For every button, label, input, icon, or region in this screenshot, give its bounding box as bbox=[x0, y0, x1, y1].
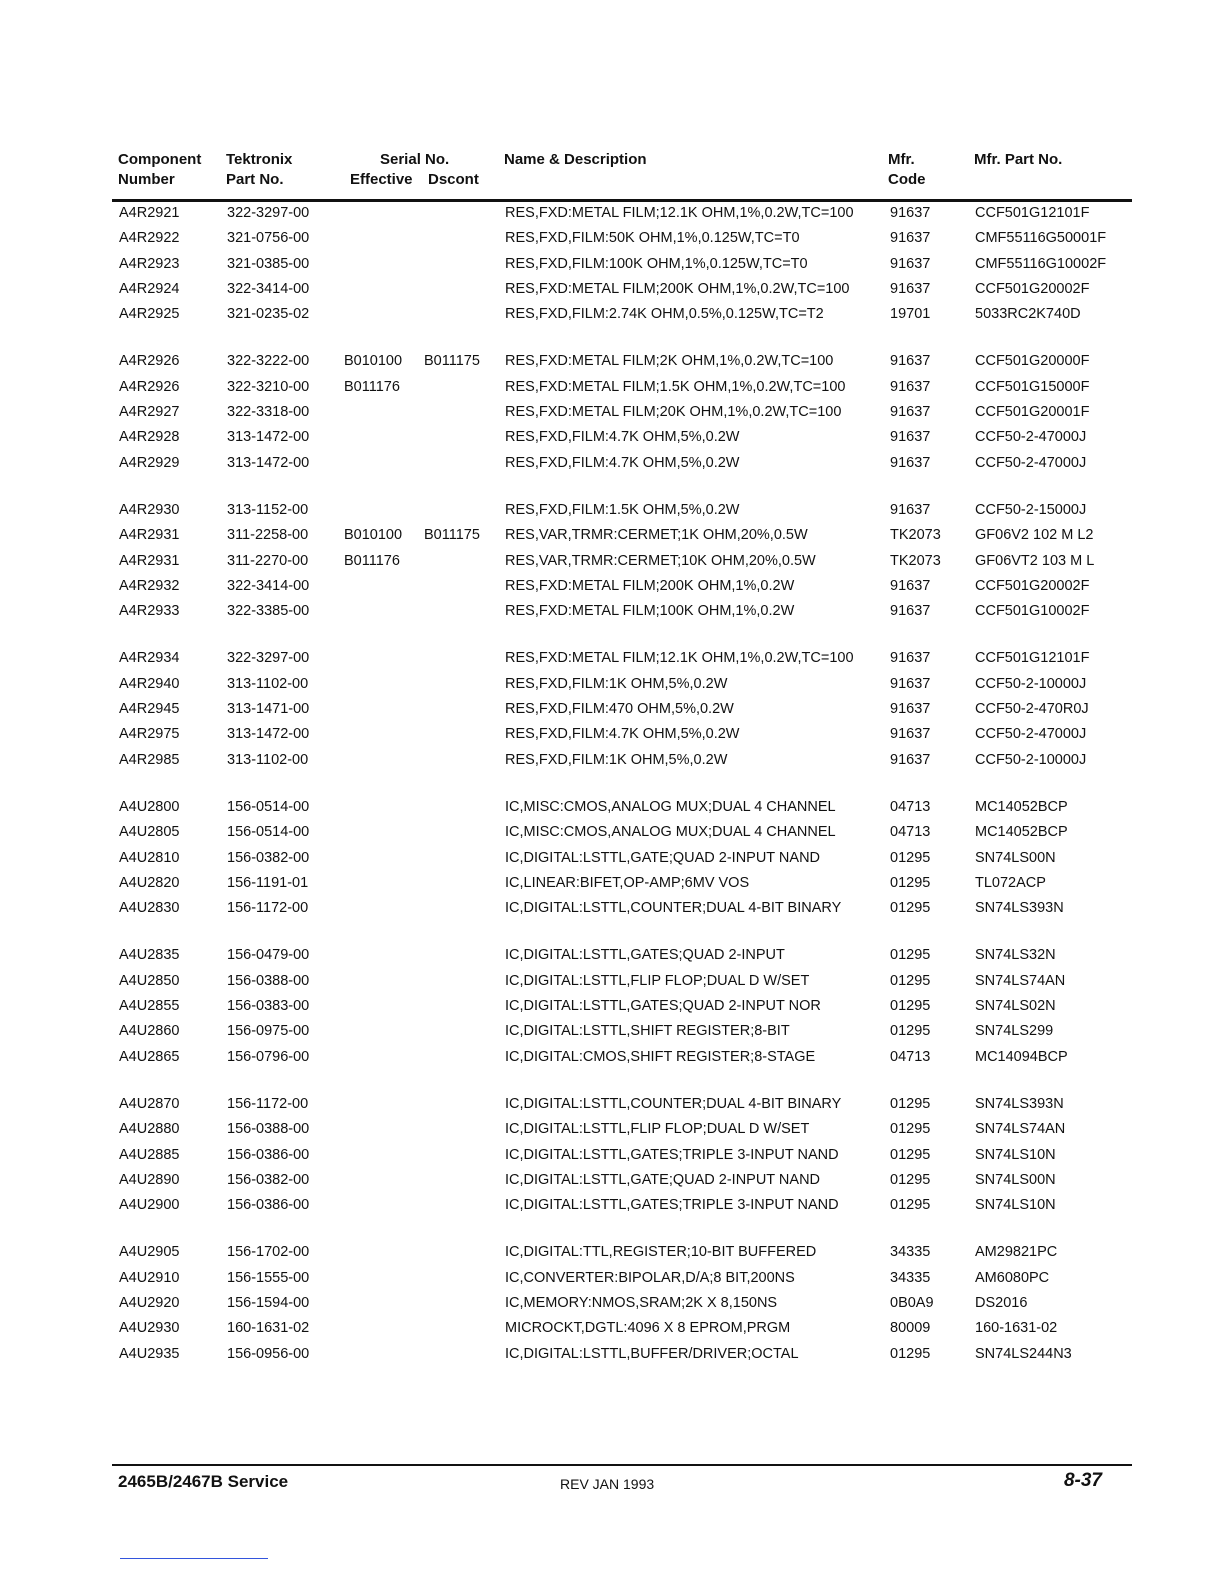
tektronix-part-no: 322-3297-00 bbox=[227, 650, 310, 667]
tektronix-part-no: 322-3414-00 bbox=[227, 577, 310, 594]
table-row bbox=[0, 401, 1224, 426]
mfr-part-no: MC14052BCP bbox=[975, 824, 1068, 841]
name-description: RES,FXD,FILM:4.7K OHM,5%,0.2W bbox=[505, 429, 740, 446]
mfr-part-no: CCF50-2-10000J bbox=[975, 675, 1087, 692]
tektronix-part-no: 313-1152-00 bbox=[227, 501, 309, 518]
table-row bbox=[0, 202, 1224, 227]
name-description: IC,DIGITAL:LSTTL,GATE;QUAD 2-INPUT NAND bbox=[505, 849, 821, 866]
name-description: RES,FXD:METAL FILM;12.1K OHM,1%,0.2W,TC=100 bbox=[505, 650, 854, 667]
mfr-part-no: CCF501G15000F bbox=[975, 378, 1090, 395]
table-row bbox=[0, 944, 1224, 969]
row-group bbox=[0, 796, 1224, 922]
table-row bbox=[0, 550, 1224, 575]
mfr-part-no: SN74LS74AN bbox=[975, 972, 1066, 989]
name-description: RES,FXD:METAL FILM;20K OHM,1%,0.2W,TC=100 bbox=[505, 404, 842, 421]
name-description: IC,CONVERTER:BIPOLAR,D/A;8 BIT,200NS bbox=[505, 1269, 795, 1286]
mfr-code: 01295 bbox=[890, 874, 931, 891]
header-serial-no: Serial No. bbox=[380, 151, 450, 168]
name-description: MICROCKT,DGTL:4096 X 8 EPROM,PRGM bbox=[505, 1320, 791, 1337]
table-row bbox=[0, 1343, 1224, 1368]
mfr-code: 01295 bbox=[890, 947, 931, 964]
mfr-code: TK2073 bbox=[890, 527, 941, 544]
name-description: RES,FXD,FILM:2.74K OHM,0.5%,0.125W,TC=T2 bbox=[505, 306, 824, 323]
page-number: 8-37 bbox=[1063, 1470, 1102, 1491]
mfr-part-no: SN74LS393N bbox=[975, 900, 1064, 917]
mfr-part-no: SN74LS32N bbox=[975, 947, 1056, 964]
mfr-code: 80009 bbox=[890, 1320, 931, 1337]
row-group bbox=[0, 202, 1224, 328]
table-row bbox=[0, 995, 1224, 1020]
name-description: RES,VAR,TRMR:CERMET;1K OHM,20%,0.5W bbox=[505, 527, 808, 544]
mfr-code: 19701 bbox=[890, 306, 931, 323]
component-number: A4U2865 bbox=[119, 1048, 180, 1065]
name-description: RES,FXD,FILM:50K OHM,1%,0.125W,TC=T0 bbox=[505, 230, 800, 247]
tektronix-part-no: 156-0388-00 bbox=[227, 972, 310, 989]
serial-effective: B011176 bbox=[344, 378, 400, 395]
component-number: A4U2835 bbox=[119, 947, 180, 964]
mfr-part-no: SN74LS299 bbox=[975, 1023, 1054, 1040]
table-row bbox=[0, 698, 1224, 723]
component-number: A4U2850 bbox=[119, 972, 180, 989]
mfr-code: 91637 bbox=[890, 353, 931, 370]
table-row bbox=[0, 1020, 1224, 1045]
table-row bbox=[0, 1292, 1224, 1317]
tektronix-part-no: 160-1631-02 bbox=[227, 1320, 310, 1337]
component-number: A4R2926 bbox=[119, 378, 180, 395]
mfr-part-no: TL072ACP bbox=[975, 874, 1046, 891]
name-description: IC,DIGITAL:LSTTL,SHIFT REGISTER;8-BIT bbox=[505, 1023, 790, 1040]
name-description: RES,FXD,FILM:1K OHM,5%,0.2W bbox=[505, 675, 728, 692]
table-row bbox=[0, 1241, 1224, 1266]
mfr-part-no: SN74LS10N bbox=[975, 1146, 1056, 1163]
component-number: A4U2820 bbox=[119, 874, 180, 891]
tektronix-part-no: 311-2270-00 bbox=[227, 552, 309, 569]
mfr-code: 91637 bbox=[890, 205, 931, 221]
mfr-part-no: CCF501G20000F bbox=[975, 353, 1090, 370]
mfr-part-no: DS2016 bbox=[975, 1294, 1028, 1311]
table-row bbox=[0, 1169, 1224, 1194]
table-row bbox=[0, 524, 1224, 549]
tektronix-part-no: 311-2258-00 bbox=[227, 527, 309, 544]
parts-table bbox=[0, 202, 1224, 1390]
mfr-code: 91637 bbox=[890, 501, 931, 518]
component-number: A4U2920 bbox=[119, 1294, 180, 1311]
mfr-code: 91637 bbox=[890, 675, 931, 692]
mfr-code: 91637 bbox=[890, 650, 931, 667]
name-description: IC,MISC:CMOS,ANALOG MUX;DUAL 4 CHANNEL bbox=[505, 824, 836, 841]
serial-dscont: B011175 bbox=[424, 527, 480, 544]
mfr-code: 91637 bbox=[890, 726, 931, 743]
footer-rule bbox=[112, 1464, 1132, 1466]
component-number: A4R2928 bbox=[119, 429, 180, 446]
mfr-code: 91637 bbox=[890, 751, 931, 768]
mfr-code: 01295 bbox=[890, 1023, 931, 1040]
tektronix-part-no: 313-1102-00 bbox=[227, 751, 309, 768]
table-row bbox=[0, 426, 1224, 451]
table-row bbox=[0, 723, 1224, 748]
table-row bbox=[0, 897, 1224, 922]
name-description: IC,DIGITAL:LSTTL,GATES;TRIPLE 3-INPUT NAND bbox=[505, 1197, 839, 1214]
table-row bbox=[0, 253, 1224, 278]
table-row bbox=[0, 1267, 1224, 1292]
name-description: IC,DIGITAL:CMOS,SHIFT REGISTER;8-STAGE bbox=[505, 1048, 816, 1065]
mfr-code: 91637 bbox=[890, 429, 931, 446]
mfr-code: 91637 bbox=[890, 454, 931, 471]
mfr-code: 01295 bbox=[890, 1197, 931, 1214]
mfr-code: 01295 bbox=[890, 1171, 931, 1188]
mfr-code: 01295 bbox=[890, 1345, 931, 1362]
mfr-part-no: CCF50-2-15000J bbox=[975, 501, 1087, 518]
mfr-part-no: 5033RC2K740D bbox=[975, 306, 1081, 323]
table-row bbox=[0, 1118, 1224, 1143]
component-number: A4R2930 bbox=[119, 501, 180, 518]
header-tektronix-part: Tektronix Part No. bbox=[226, 151, 293, 188]
mfr-part-no: SN74LS74AN bbox=[975, 1121, 1066, 1138]
table-row bbox=[0, 1194, 1224, 1219]
mfr-code: 01295 bbox=[890, 1146, 931, 1163]
table-row bbox=[0, 970, 1224, 995]
tektronix-part-no: 321-0385-00 bbox=[227, 255, 310, 272]
mfr-code: 04713 bbox=[890, 798, 931, 815]
mfr-code: 04713 bbox=[890, 1048, 931, 1065]
tektronix-part-no: 321-0235-02 bbox=[227, 306, 310, 323]
component-number: A4U2870 bbox=[119, 1095, 180, 1112]
tektronix-part-no: 322-3318-00 bbox=[227, 404, 310, 421]
tektronix-part-no: 322-3222-00 bbox=[227, 353, 310, 370]
component-number: A4U2890 bbox=[119, 1171, 180, 1188]
mfr-code: 04713 bbox=[890, 824, 931, 841]
mfr-part-no: CCF501G20002F bbox=[975, 577, 1090, 594]
mfr-part-no: AM6080PC bbox=[975, 1269, 1050, 1286]
table-row bbox=[0, 872, 1224, 897]
header-serial-dscont: Dscont bbox=[428, 171, 479, 188]
row-group bbox=[0, 647, 1224, 773]
component-number: A4U2880 bbox=[119, 1121, 180, 1138]
name-description: IC,DIGITAL:LSTTL,COUNTER;DUAL 4-BIT BINARY bbox=[505, 1095, 842, 1112]
mfr-code: 91637 bbox=[890, 404, 931, 421]
mfr-code: 01295 bbox=[890, 900, 931, 917]
row-group bbox=[0, 1093, 1224, 1219]
component-number: A4R2927 bbox=[119, 404, 180, 421]
component-number: A4R2922 bbox=[119, 230, 180, 247]
component-number: A4U2935 bbox=[119, 1345, 180, 1362]
name-description: IC,DIGITAL:LSTTL,FLIP FLOP;DUAL D W/SET bbox=[505, 1121, 810, 1138]
tektronix-part-no: 156-0383-00 bbox=[227, 998, 310, 1015]
mfr-code: 91637 bbox=[890, 378, 931, 395]
mfr-code: 0B0A9 bbox=[890, 1294, 934, 1311]
component-number: A4R2934 bbox=[119, 650, 180, 667]
row-group bbox=[0, 944, 1224, 1070]
mfr-part-no: CCF50-2-10000J bbox=[975, 751, 1087, 768]
name-description: IC,MEMORY:NMOS,SRAM;2K X 8,150NS bbox=[505, 1294, 778, 1311]
mfr-part-no: 160-1631-02 bbox=[975, 1320, 1058, 1337]
mfr-code: 01295 bbox=[890, 1121, 931, 1138]
mfr-code: TK2073 bbox=[890, 552, 941, 569]
header-mfr-part-no: Mfr. Part No. bbox=[974, 151, 1063, 168]
name-description: IC,DIGITAL:LSTTL,GATES;QUAD 2-INPUT bbox=[505, 947, 785, 964]
tektronix-part-no: 156-0382-00 bbox=[227, 1171, 310, 1188]
component-number: A4R2933 bbox=[119, 603, 180, 620]
mfr-code: 91637 bbox=[890, 280, 931, 297]
name-description: RES,FXD:METAL FILM;2K OHM,1%,0.2W,TC=100 bbox=[505, 353, 834, 370]
component-number: A4U2910 bbox=[119, 1269, 180, 1286]
tektronix-part-no: 156-1191-01 bbox=[227, 874, 309, 891]
name-description: IC,DIGITAL:LSTTL,BUFFER/DRIVER;OCTAL bbox=[505, 1345, 799, 1362]
tektronix-part-no: 322-3297-00 bbox=[227, 205, 310, 221]
table-row bbox=[0, 1093, 1224, 1118]
mfr-part-no: CCF501G12101F bbox=[975, 650, 1090, 667]
name-description: IC,DIGITAL:LSTTL,COUNTER;DUAL 4-BIT BINARY bbox=[505, 900, 842, 917]
footer-manual-title: 2465B/2467B Service bbox=[118, 1472, 289, 1491]
mfr-code: 01295 bbox=[890, 1095, 931, 1112]
tektronix-part-no: 156-0796-00 bbox=[227, 1048, 310, 1065]
tektronix-part-no: 313-1471-00 bbox=[227, 701, 310, 718]
table-header bbox=[0, 150, 1224, 195]
tektronix-part-no: 313-1472-00 bbox=[227, 726, 310, 743]
component-number: A4R2931 bbox=[119, 552, 180, 569]
mfr-part-no: SN74LS244N3 bbox=[975, 1345, 1072, 1362]
mfr-part-no: AM29821PC bbox=[975, 1244, 1058, 1261]
table-row bbox=[0, 350, 1224, 375]
mfr-part-no: CCF50-2-47000J bbox=[975, 429, 1087, 446]
mfr-part-no: CCF50-2-47000J bbox=[975, 726, 1087, 743]
mfr-part-no: GF06V2 102 M L2 bbox=[975, 527, 1094, 544]
tektronix-part-no: 313-1472-00 bbox=[227, 429, 310, 446]
row-group bbox=[0, 350, 1224, 476]
component-number: A4U2800 bbox=[119, 798, 180, 815]
tektronix-part-no: 156-0388-00 bbox=[227, 1121, 310, 1138]
component-number: A4R2940 bbox=[119, 675, 180, 692]
header-name-description: Name & Description bbox=[504, 151, 647, 168]
tektronix-part-no: 156-1172-00 bbox=[227, 900, 309, 917]
table-row bbox=[0, 499, 1224, 524]
mfr-part-no: SN74LS00N bbox=[975, 1171, 1056, 1188]
name-description: RES,FXD,FILM:100K OHM,1%,0.125W,TC=T0 bbox=[505, 255, 808, 272]
mfr-code: 34335 bbox=[890, 1269, 931, 1286]
table-row bbox=[0, 452, 1224, 477]
component-number: A4U2905 bbox=[119, 1244, 180, 1261]
mfr-part-no: CCF50-2-47000J bbox=[975, 454, 1087, 471]
mfr-part-no: CCF501G20001F bbox=[975, 404, 1090, 421]
mfr-code: 01295 bbox=[890, 849, 931, 866]
tektronix-part-no: 156-1555-00 bbox=[227, 1269, 310, 1286]
mfr-code: 91637 bbox=[890, 255, 931, 272]
name-description: RES,FXD,FILM:4.7K OHM,5%,0.2W bbox=[505, 726, 740, 743]
serial-effective: B011176 bbox=[344, 552, 400, 569]
name-description: IC,DIGITAL:LSTTL,GATE;QUAD 2-INPUT NAND bbox=[505, 1171, 821, 1188]
mfr-part-no: SN74LS10N bbox=[975, 1197, 1056, 1214]
mfr-part-no: CCF50-2-470R0J bbox=[975, 701, 1089, 718]
component-number: A4R2925 bbox=[119, 306, 180, 323]
mfr-part-no: SN74LS00N bbox=[975, 849, 1056, 866]
name-description: RES,FXD:METAL FILM;1.5K OHM,1%,0.2W,TC=100 bbox=[505, 378, 846, 395]
table-row bbox=[0, 575, 1224, 600]
name-description: IC,DIGITAL:TTL,REGISTER;10-BIT BUFFERED bbox=[505, 1244, 817, 1261]
table-row bbox=[0, 673, 1224, 698]
tektronix-part-no: 322-3414-00 bbox=[227, 280, 310, 297]
tektronix-part-no: 156-1594-00 bbox=[227, 1294, 310, 1311]
table-row bbox=[0, 1317, 1224, 1342]
tektronix-part-no: 313-1472-00 bbox=[227, 454, 310, 471]
table-row bbox=[0, 376, 1224, 401]
component-number: A4U2860 bbox=[119, 1023, 180, 1040]
mfr-code: 91637 bbox=[890, 701, 931, 718]
tektronix-part-no: 156-0386-00 bbox=[227, 1146, 310, 1163]
header-mfr-code: Mfr. Code bbox=[888, 151, 926, 188]
tektronix-part-no: 321-0756-00 bbox=[227, 230, 310, 247]
tektronix-part-no: 322-3385-00 bbox=[227, 603, 310, 620]
tektronix-part-no: 156-0479-00 bbox=[227, 947, 310, 964]
tektronix-part-no: 156-1702-00 bbox=[227, 1244, 310, 1261]
component-number: A4U2885 bbox=[119, 1146, 180, 1163]
mfr-part-no: CCF501G20002F bbox=[975, 280, 1090, 297]
mfr-part-no: MC14094BCP bbox=[975, 1048, 1068, 1065]
serial-dscont: B011175 bbox=[424, 353, 480, 370]
tektronix-part-no: 322-3210-00 bbox=[227, 378, 310, 395]
tektronix-part-no: 156-0514-00 bbox=[227, 824, 310, 841]
component-number: A4R2985 bbox=[119, 751, 180, 768]
component-number: A4U2930 bbox=[119, 1320, 180, 1337]
tektronix-part-no: 313-1102-00 bbox=[227, 675, 309, 692]
mfr-code: 34335 bbox=[890, 1244, 931, 1261]
mfr-part-no: SN74LS02N bbox=[975, 998, 1056, 1015]
component-number: A4U2830 bbox=[119, 900, 180, 917]
name-description: RES,FXD,FILM:4.7K OHM,5%,0.2W bbox=[505, 454, 740, 471]
table-row bbox=[0, 303, 1224, 328]
component-number: A4R2923 bbox=[119, 255, 180, 272]
table-row bbox=[0, 796, 1224, 821]
serial-effective: B010100 bbox=[344, 527, 403, 544]
tektronix-part-no: 156-0386-00 bbox=[227, 1197, 310, 1214]
header-serial-effective: Effective bbox=[350, 171, 413, 188]
mfr-code: 01295 bbox=[890, 998, 931, 1015]
table-row bbox=[0, 600, 1224, 625]
mfr-code: 91637 bbox=[890, 577, 931, 594]
table-row bbox=[0, 749, 1224, 774]
row-group bbox=[0, 1241, 1224, 1367]
name-description: IC,DIGITAL:LSTTL,GATES;QUAD 2-INPUT NOR bbox=[505, 998, 821, 1015]
mfr-code: 01295 bbox=[890, 972, 931, 989]
tektronix-part-no: 156-1172-00 bbox=[227, 1095, 309, 1112]
name-description: RES,VAR,TRMR:CERMET;10K OHM,20%,0.5W bbox=[505, 552, 816, 569]
name-description: IC,MISC:CMOS,ANALOG MUX;DUAL 4 CHANNEL bbox=[505, 798, 836, 815]
table-row bbox=[0, 847, 1224, 872]
name-description: IC,LINEAR:BIFET,OP-AMP;6MV VOS bbox=[505, 874, 750, 891]
table-row bbox=[0, 278, 1224, 303]
serial-effective: B010100 bbox=[344, 353, 403, 370]
component-number: A4U2855 bbox=[119, 998, 180, 1015]
header-component: Component Number bbox=[118, 151, 202, 188]
name-description: RES,FXD:METAL FILM;200K OHM,1%,0.2W,TC=100 bbox=[505, 280, 850, 297]
mfr-part-no: CMF55116G50001F bbox=[975, 230, 1107, 247]
component-number: A4U2900 bbox=[119, 1197, 180, 1214]
mfr-code: 91637 bbox=[890, 603, 931, 620]
name-description: RES,FXD:METAL FILM;100K OHM,1%,0.2W bbox=[505, 603, 795, 620]
name-description: IC,DIGITAL:LSTTL,FLIP FLOP;DUAL D W/SET bbox=[505, 972, 810, 989]
mfr-part-no: CCF501G12101F bbox=[975, 205, 1090, 221]
tektronix-part-no: 156-0514-00 bbox=[227, 798, 310, 815]
component-number: A4U2810 bbox=[119, 849, 180, 866]
component-number: A4R2921 bbox=[119, 205, 180, 221]
tektronix-part-no: 156-0975-00 bbox=[227, 1023, 310, 1040]
table-row bbox=[0, 1144, 1224, 1169]
component-number: A4U2805 bbox=[119, 824, 180, 841]
name-description: RES,FXD:METAL FILM;200K OHM,1%,0.2W bbox=[505, 577, 795, 594]
mfr-code: 91637 bbox=[890, 230, 931, 247]
table-row bbox=[0, 821, 1224, 846]
name-description: RES,FXD,FILM:1.5K OHM,5%,0.2W bbox=[505, 501, 740, 518]
table-row bbox=[0, 1046, 1224, 1071]
component-number: A4R2931 bbox=[119, 527, 180, 544]
link-underline bbox=[120, 1558, 268, 1559]
component-number: A4R2926 bbox=[119, 353, 180, 370]
table-row bbox=[0, 227, 1224, 252]
component-number: A4R2932 bbox=[119, 577, 180, 594]
row-group bbox=[0, 499, 1224, 625]
mfr-part-no: GF06VT2 103 M L bbox=[975, 552, 1095, 569]
tektronix-part-no: 156-0382-00 bbox=[227, 849, 310, 866]
mfr-part-no: CCF501G10002F bbox=[975, 603, 1090, 620]
component-number: A4R2975 bbox=[119, 726, 180, 743]
component-number: A4R2929 bbox=[119, 454, 180, 471]
table-row bbox=[0, 647, 1224, 672]
component-number: A4R2924 bbox=[119, 280, 180, 297]
tektronix-part-no: 156-0956-00 bbox=[227, 1345, 310, 1362]
mfr-part-no: CMF55116G10002F bbox=[975, 255, 1107, 272]
footer-revision: REV JAN 1993 bbox=[560, 1476, 655, 1492]
mfr-part-no: SN74LS393N bbox=[975, 1095, 1064, 1112]
mfr-part-no: MC14052BCP bbox=[975, 798, 1068, 815]
component-number: A4R2945 bbox=[119, 701, 180, 718]
name-description: RES,FXD,FILM:1K OHM,5%,0.2W bbox=[505, 751, 728, 768]
name-description: RES,FXD,FILM:470 OHM,5%,0.2W bbox=[505, 701, 734, 718]
name-description: RES,FXD:METAL FILM;12.1K OHM,1%,0.2W,TC=100 bbox=[505, 205, 854, 221]
name-description: IC,DIGITAL:LSTTL,GATES;TRIPLE 3-INPUT NAND bbox=[505, 1146, 839, 1163]
